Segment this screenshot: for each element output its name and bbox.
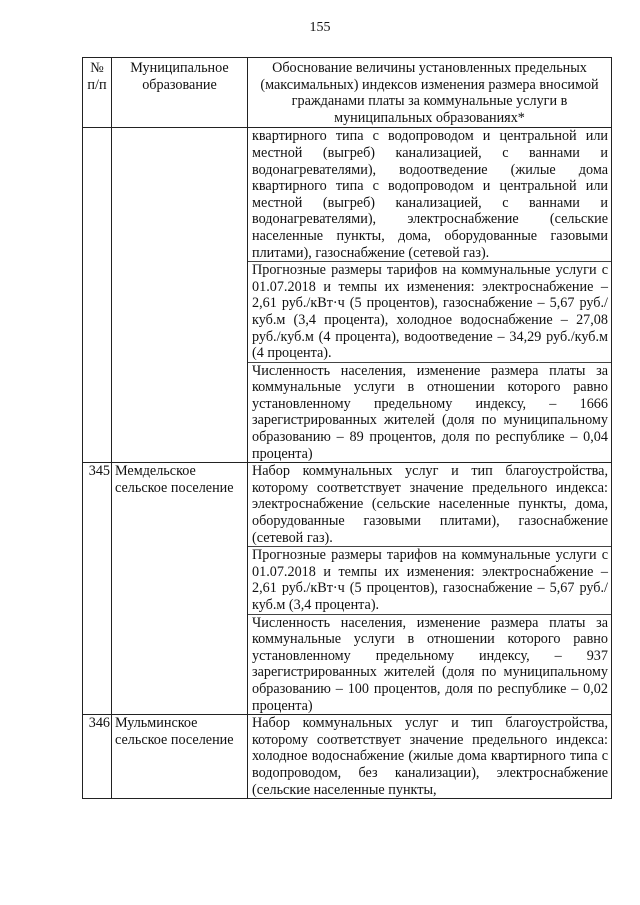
justification-paragraph: квартирного типа с водопроводом и центральной или местной (выгреб) канализацией, с ваннами и водонагревателями), водоотведение (жилые дома квартирного типа с водопроводом и центральной или местной (выгреб) канализацией, с ваннами и водонагревателями), электроснабжение (сельские населенные пункты, дома, оборудованные газовыми плитами), газоснабжение (сетевой газ).: [252, 128, 608, 261]
justification-paragraph: Набор коммунальных услуг и тип благоустройства, которому соответствует значение предельного индекса: электроснабжение (сельские населенные пункты, дома, оборудованные газовыми плитами), газоснабжение (сетевой газ).: [252, 463, 608, 546]
justification-paragraph: Численность населения, изменение размера платы за коммунальные услуги в отношении которого равно установленному предельному индексу, – 1666 зарегистрированных жителей (доля по муниципальному образованию – 89 процентов, доля по республике – 0,04 процента): [248, 362, 611, 463]
justification-paragraph: Прогнозные размеры тарифов на коммунальные услуги с 01.07.2018 и темпы их изменения: электроснабжение – 2,61 руб./кВт·ч (5 процентов), газоснабжение – 5,67 руб./куб.м (3,4 процента).: [248, 546, 611, 613]
row-municipality: Мульминское сельское поселение: [112, 715, 248, 799]
table-header-row: [83, 58, 612, 128]
header-municipality: Муниципальное образование: [112, 58, 248, 128]
row-municipality: [112, 128, 248, 463]
row-justification: [248, 128, 612, 463]
row-number: 345: [83, 463, 112, 715]
justification-paragraph: Набор коммунальных услуг и тип благоустройства, которому соответствует значение предельного индекса: холодное водоснабжение (жилые дома квартирного типа с водопроводом, без канализации), электроснабжение (сельские населенные пункты,: [252, 715, 608, 798]
tariff-table: [82, 57, 612, 799]
header-number: № п/п: [83, 58, 112, 128]
page-number: 155: [309, 20, 331, 35]
row-number: 346: [83, 715, 112, 799]
justification-paragraph: Численность населения, изменение размера платы за коммунальные услуги в отношении которого равно установленному предельному индексу, – 937 зарегистрированных жителей (доля по муниципальному образованию – 100 процентов, доля по республике – 0,02 процента): [248, 614, 611, 715]
row-justification: [248, 715, 612, 799]
table-row: [83, 463, 612, 715]
header-justification: Обоснование величины установленных предельных (максимальных) индексов изменения размера вносимой гражданами платы за коммунальные услуги в муниципальных образованиях*: [248, 58, 612, 128]
table-row: [83, 128, 612, 463]
justification-paragraph: Прогнозные размеры тарифов на коммунальные услуги с 01.07.2018 и темпы их изменения: электроснабжение – 2,61 руб./кВт·ч (5 процентов), газоснабжение – 5,67 руб./куб.м (3,4 процента), холодное водоснабжение – 27,08 руб./куб.м (4 процента), водоотведение – 34,29 руб./куб.м (4 процента).: [248, 261, 611, 362]
row-municipality: Мемдельское сельское поселение: [112, 463, 248, 715]
row-number: [83, 128, 112, 463]
table-row: [83, 715, 612, 799]
row-justification: [248, 463, 612, 715]
